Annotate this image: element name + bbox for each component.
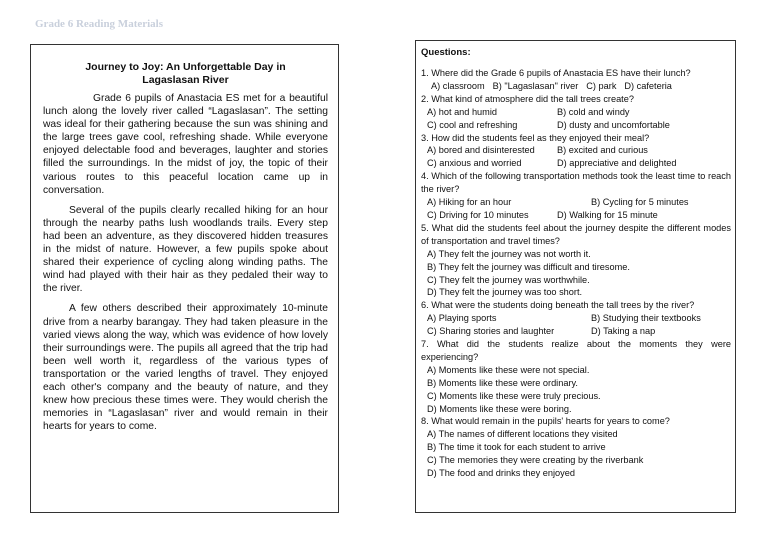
- answer-option: D) dusty and uncomfortable: [557, 119, 670, 130]
- answer-option: A) Playing sports: [427, 313, 497, 324]
- question-stem: 5. What did the students feel about the journey despite the different modes of transportation and travel times?: [421, 222, 731, 246]
- question-item: [421, 338, 731, 415]
- question-item: [421, 170, 731, 222]
- answer-option: D) Walking for 15 minute: [557, 209, 658, 220]
- answer-option: A) The names of different locations they visited: [427, 429, 618, 440]
- option-row: [421, 80, 731, 93]
- question-item: [421, 67, 731, 93]
- question-item: [421, 93, 731, 132]
- question-item: [421, 132, 731, 171]
- story-paragraph: Several of the pupils clearly recalled hiking for an hour through the nearby paths lush woodlands trails. Every step had been an adventure, as they discovered hidden treasures in the midst of nature. However, a few pupils spoke about shared their experience of cycling along winding paths. The wind had played with their hair as they pedaled their way to the river.: [43, 204, 328, 295]
- answer-option: B) "Lagaslasan" river: [492, 80, 579, 91]
- questions-panel: [415, 40, 736, 513]
- answer-option: B) Cycling for 5 minutes: [591, 197, 689, 208]
- answer-option: B) Studying their textbooks: [591, 313, 701, 324]
- option-row: [421, 325, 731, 338]
- question-stem: 7. What did the students realize about the moments they were experiencing?: [421, 339, 731, 362]
- answer-option: C) Driving for 10 minutes: [427, 209, 529, 220]
- answer-option: A) Moments like these were not special.: [427, 364, 590, 375]
- option-row: [421, 196, 731, 209]
- question-item: [421, 299, 731, 338]
- answer-option: D) The food and drinks they enjoyed: [427, 468, 575, 479]
- question-item: [421, 415, 731, 480]
- answer-option: D) appreciative and delighted: [557, 158, 677, 169]
- answer-option: B) The time it took for each student to arrive: [427, 442, 606, 453]
- question-stem: 1. Where did the Grade 6 pupils of Anastacia ES have their lunch?: [421, 68, 691, 78]
- question-stem: 6. What were the students doing beneath the tall trees by the river?: [421, 300, 695, 311]
- answer-option: B) cold and windy: [557, 106, 630, 117]
- answer-option: D) Taking a nap: [591, 326, 656, 337]
- option-row: [421, 312, 731, 325]
- answer-option: D) cafeteria: [624, 80, 672, 91]
- answer-option: A) hot and humid: [427, 106, 497, 117]
- answer-option: A) They felt the journey was not worth it.: [427, 248, 591, 259]
- answer-option: C) cool and refreshing: [427, 119, 518, 130]
- story-title: Journey to Joy: An Unforgettable Day in Lagaslasan River: [85, 61, 286, 86]
- answer-option: D) Moments like these were boring.: [427, 403, 572, 414]
- answer-option: C) They felt the journey was worthwhile.: [427, 274, 590, 285]
- question-item: [421, 222, 731, 299]
- story-panel: [30, 44, 339, 513]
- option-row: [421, 209, 731, 222]
- page-watermark: Grade 6 Reading Materials: [35, 18, 164, 30]
- answer-option: C) Sharing stories and laughter: [427, 326, 555, 337]
- answer-option: D) They felt the journey was too short.: [427, 287, 583, 298]
- answer-option: A) classroom: [431, 80, 485, 91]
- question-stem: 2. What kind of atmosphere did the tall trees create?: [421, 93, 634, 104]
- story-paragraph: Grade 6 pupils of Anastacia ES met for a beautiful lunch along the lovely river called “Lagaslasan”. The setting was ideal for their gathering because the sun was shining and the large trees gave cool, refreshing shade. While everyone enjoyed delectable food and beverages, laughter and stories filled the surroundings. In the midst of joy, the topic of their various routes to this peaceful location came up in conversation.: [43, 93, 328, 196]
- answer-option: C) anxious and worried: [427, 158, 522, 169]
- option-row: [421, 144, 731, 157]
- option-row: [421, 106, 731, 119]
- answer-option: C) The memories they were creating by the riverbank: [427, 455, 644, 466]
- option-row: [421, 157, 731, 170]
- question-stem: 8. What would remain in the pupils' hearts for years to come?: [421, 416, 670, 427]
- answer-option: A) bored and disinterested: [427, 145, 535, 156]
- question-stem: 3. How did the students feel as they enjoyed their meal?: [421, 132, 650, 143]
- answer-option: A) Hiking for an hour: [427, 197, 512, 208]
- story-paragraph: A few others described their approximately 10-minute drive from a nearby barangay. They had taken pleasure in the varied views along the way, which was evidence of how lovely their surroundings were. The pupils all agreed that the trip had been well worth it, regardless of the various types of transportation or the varied lengths of travel. They enjoyed each other's company and the beauty of nature, and they knew how precious these times were. They would cherish the memories in “Lagaslasan” river and would remain in their hearts for years to come.: [43, 303, 328, 433]
- option-row: [421, 119, 731, 132]
- answer-option: B) They felt the journey was difficult and tiresome.: [427, 261, 630, 272]
- question-list: [421, 67, 731, 480]
- answer-option: C) Moments like these were truly precious.: [427, 390, 601, 401]
- answer-option: B) Moments like these were ordinary.: [427, 377, 578, 388]
- answer-option: B) excited and curious: [557, 145, 648, 156]
- questions-heading: Questions:: [421, 47, 471, 58]
- question-stem: 4. Which of the following transportation methods took the least time to reach the river?: [421, 171, 731, 195]
- answer-option: C) park: [586, 80, 617, 91]
